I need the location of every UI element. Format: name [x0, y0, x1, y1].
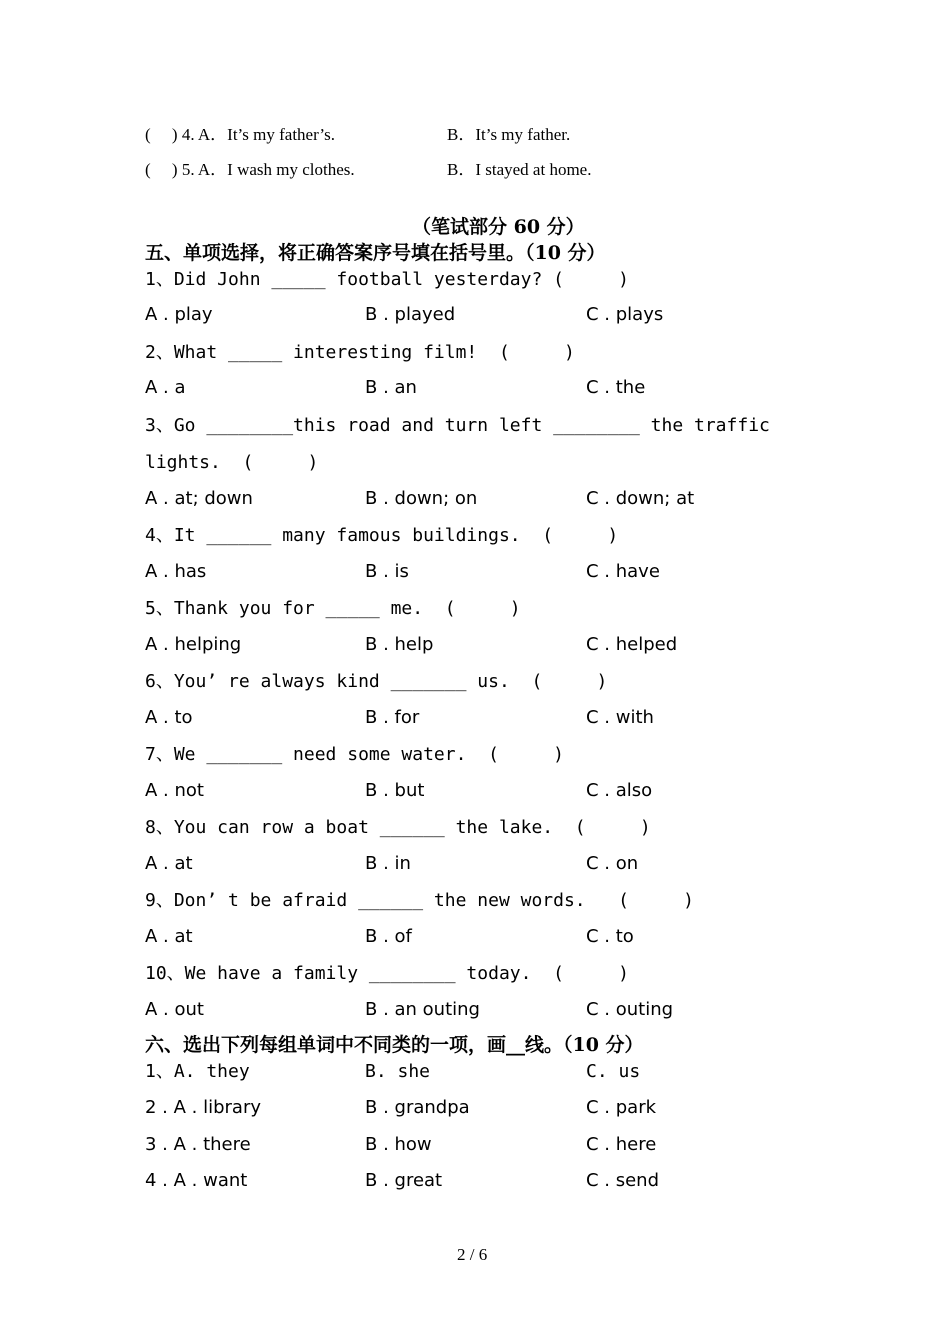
question-7: 7、We _______ need some water. ( ) — [145, 744, 564, 765]
q1-option-b: B . played — [365, 304, 456, 325]
q3-option-a: A . at; down — [145, 488, 253, 509]
q10-option-a: A . out — [145, 999, 204, 1020]
section-6-heading: 六、选出下列每组单词中不同类的一项，画__线。（10 分） — [145, 1034, 644, 1056]
q10-option-c: C . outing — [586, 999, 674, 1020]
q7-option-c: C . also — [586, 780, 653, 801]
q7-option-a: A . not — [145, 780, 204, 801]
listening-item-5-option-b: B．I stayed at home. — [447, 160, 592, 179]
s6-row-1-option-b: B. she — [365, 1061, 431, 1082]
q6-option-a: A . to — [145, 707, 193, 728]
written-part-title: （笔试部分 60 分） — [412, 216, 585, 238]
q10-option-b: B . an outing — [365, 999, 480, 1020]
question-9: 9、Don’ t be afraid ______ the new words. ( ) — [145, 890, 695, 911]
q4-option-a: A . has — [145, 561, 207, 582]
s6-row-2-option-c: C . park — [586, 1097, 657, 1118]
question-10: 10、We have a family ________ today. ( ) — [145, 963, 629, 984]
q3-option-c: C . down; at — [586, 488, 695, 509]
q6-option-b: B . for — [365, 707, 420, 728]
question-2: 2、What _____ interesting film! ( ) — [145, 342, 575, 363]
q2-option-c: C . the — [586, 377, 646, 398]
q3-option-b: B . down; on — [365, 488, 478, 509]
s6-row-3-option-b: B . how — [365, 1134, 432, 1155]
q6-option-c: C . with — [586, 707, 654, 728]
s6-row-4-option-b: B . great — [365, 1170, 443, 1191]
q2-option-b: B . an — [365, 377, 417, 398]
q8-option-c: C . on — [586, 853, 639, 874]
s6-row-1-option-a: 1、A. they — [145, 1061, 250, 1082]
s6-row-4-option-c: C . send — [586, 1170, 660, 1191]
question-6: 6、You’ re always kind _______ us. ( ) — [145, 671, 608, 692]
question-5: 5、Thank you for _____ me. ( ) — [145, 598, 521, 619]
q5-option-c: C . helped — [586, 634, 678, 655]
s6-row-1-option-c: C. us — [586, 1061, 641, 1082]
s6-row-3-option-a: 3 . A . there — [145, 1134, 251, 1155]
s6-row-2-option-b: B . grandpa — [365, 1097, 470, 1118]
question-4: 4、It ______ many famous buildings. ( ) — [145, 525, 619, 546]
q5-option-a: A . helping — [145, 634, 242, 655]
listening-item-4: ( ) 4. A．It’s my father’s. — [145, 125, 335, 144]
question-8: 8、You can row a boat ______ the lake. ( ) — [145, 817, 651, 838]
q9-option-a: A . at — [145, 926, 193, 947]
question-3-continued: lights. ( ) — [145, 452, 319, 473]
q9-option-b: B . of — [365, 926, 412, 947]
q8-option-a: A . at — [145, 853, 193, 874]
q1-option-c: C . plays — [586, 304, 664, 325]
q8-option-b: B . in — [365, 853, 411, 874]
q4-option-b: B . is — [365, 561, 409, 582]
question-3: 3、Go ________this road and turn left ________ the traffic — [145, 415, 770, 436]
question-1: 1、Did John _____ football yesterday? ( ) — [145, 269, 629, 290]
s6-row-2-option-a: 2 . A . library — [145, 1097, 262, 1118]
q1-option-a: A . play — [145, 304, 213, 325]
s6-row-3-option-c: C . here — [586, 1134, 657, 1155]
q9-option-c: C . to — [586, 926, 634, 947]
q4-option-c: C . have — [586, 561, 660, 582]
q2-option-a: A . a — [145, 377, 186, 398]
page-number: 2 / 6 — [457, 1245, 488, 1264]
q5-option-b: B . help — [365, 634, 434, 655]
section-5-heading: 五、单项选择，将正确答案序号填在括号里。（10 分） — [145, 242, 606, 264]
listening-item-4-option-b: B．It’s my father. — [447, 125, 571, 144]
s6-row-4-option-a: 4 . A . want — [145, 1170, 248, 1191]
q7-option-b: B . but — [365, 780, 425, 801]
listening-item-5: ( ) 5. A．I wash my clothes. — [145, 160, 355, 179]
